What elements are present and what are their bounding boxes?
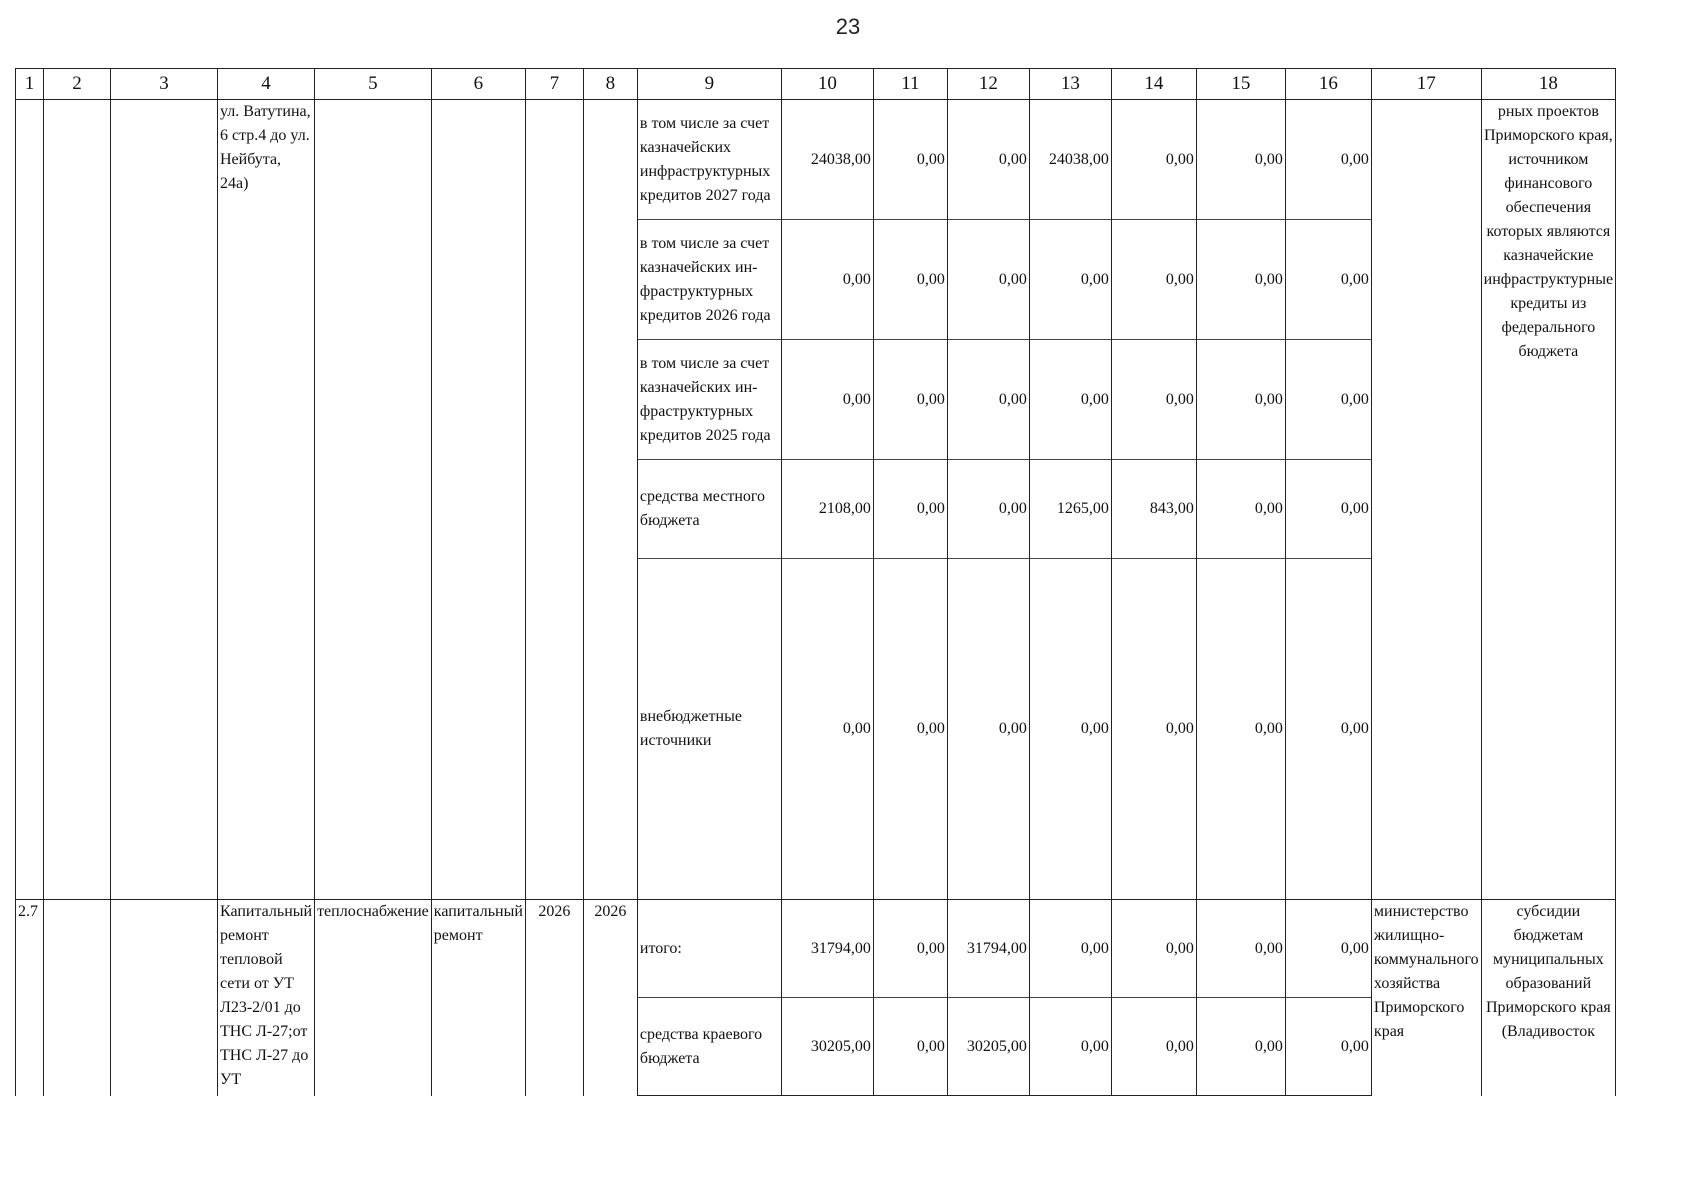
column-header: 9: [637, 69, 781, 100]
value-cell: 0,00: [947, 460, 1029, 559]
value-cell: 0,00: [1029, 998, 1111, 1096]
value-cell: 0,00: [1196, 220, 1285, 340]
object-name-cell: Капитальный ремонт тепловой сети от УТ Л23-2/01 до ТНС Л-27;от ТНС Л-27 до УТ: [218, 900, 315, 1096]
value-cell: 24038,00: [781, 100, 873, 220]
responsible-cell: [1371, 100, 1481, 900]
column-header: 16: [1285, 69, 1371, 100]
value-cell: 0,00: [1285, 998, 1371, 1096]
value-cell: 0,00: [873, 340, 947, 460]
value-cell: 30205,00: [781, 998, 873, 1096]
column-header: 6: [431, 69, 525, 100]
value-cell: 0,00: [947, 100, 1029, 220]
value-cell: 0,00: [1029, 340, 1111, 460]
activity-type-cell: теплоснабжение: [315, 900, 432, 1096]
value-cell: 0,00: [873, 998, 947, 1096]
page-number: 23: [835, 14, 861, 39]
column-header: 17: [1371, 69, 1481, 100]
cell-col8: [583, 100, 637, 900]
value-cell: 0,00: [1029, 220, 1111, 340]
value-cell: 0,00: [947, 340, 1029, 460]
value-cell: 0,00: [1196, 559, 1285, 900]
value-cell: 0,00: [1196, 998, 1285, 1096]
cell-col2: [44, 900, 111, 1096]
funding-source-label: в том числе за счет казначейских ин-фраструктурных кредитов 2026 года: [637, 220, 781, 340]
column-header: 11: [873, 69, 947, 100]
value-cell: 31794,00: [781, 900, 873, 998]
responsible-cell: министерство жилищно-коммунального хозяйства Приморского края: [1371, 900, 1481, 1096]
value-cell: 0,00: [1285, 100, 1371, 220]
column-header: 7: [525, 69, 583, 100]
column-header: 13: [1029, 69, 1111, 100]
start-year-cell: 2026: [525, 900, 583, 1096]
object-name-cell: ул. Ватутина, 6 стр.4 до ул. Нейбута, 24а): [218, 100, 315, 900]
column-header: 2: [44, 69, 111, 100]
value-cell: 0,00: [781, 220, 873, 340]
budget-table: [15, 68, 1616, 1096]
value-cell: 0,00: [1285, 460, 1371, 559]
cell-col3: [111, 100, 218, 900]
table-row: [16, 100, 1616, 220]
cell-col2: [44, 100, 111, 900]
value-cell: 2108,00: [781, 460, 873, 559]
funding-source-label: в том числе за счет казначейских ин-фраструктурных кредитов 2025 года: [637, 340, 781, 460]
value-cell: 0,00: [1111, 220, 1196, 340]
value-cell: 0,00: [873, 220, 947, 340]
value-cell: 0,00: [1111, 900, 1196, 998]
value-cell: 0,00: [1196, 460, 1285, 559]
value-cell: 0,00: [873, 900, 947, 998]
cell-col7: [525, 100, 583, 900]
column-header: 14: [1111, 69, 1196, 100]
value-cell: 31794,00: [947, 900, 1029, 998]
column-header: 5: [315, 69, 432, 100]
value-cell: 0,00: [1029, 559, 1111, 900]
value-cell: 0,00: [873, 100, 947, 220]
value-cell: 0,00: [1196, 340, 1285, 460]
funding-source-label: в том числе за счет казначейских инфраструктурных кредитов 2027 года: [637, 100, 781, 220]
value-cell: 0,00: [1111, 559, 1196, 900]
value-cell: 0,00: [1111, 340, 1196, 460]
column-header: 8: [583, 69, 637, 100]
value-cell: 843,00: [1111, 460, 1196, 559]
value-cell: 0,00: [1196, 900, 1285, 998]
value-cell: 0,00: [873, 559, 947, 900]
value-cell: 0,00: [947, 559, 1029, 900]
value-cell: 0,00: [1111, 100, 1196, 220]
funding-source-label: средства местного бюджета: [637, 460, 781, 559]
work-type-cell: капитальный ремонт: [431, 900, 525, 1096]
value-cell: 0,00: [1029, 900, 1111, 998]
cell-col3: [111, 900, 218, 1096]
funding-source-label: внебюджетные источники: [637, 559, 781, 900]
value-cell: 0,00: [781, 559, 873, 900]
table-row: [16, 900, 1616, 998]
column-header: 10: [781, 69, 873, 100]
end-year-cell: 2026: [583, 900, 637, 1096]
value-cell: 0,00: [1196, 100, 1285, 220]
column-header: 4: [218, 69, 315, 100]
value-cell: 0,00: [1285, 559, 1371, 900]
cell-col6: [431, 100, 525, 900]
value-cell: 0,00: [873, 460, 947, 559]
value-cell: 0,00: [947, 220, 1029, 340]
column-header: 18: [1481, 69, 1615, 100]
value-cell: 0,00: [1111, 998, 1196, 1096]
column-header: 1: [16, 69, 44, 100]
value-cell: 30205,00: [947, 998, 1029, 1096]
funding-source-label: итого:: [637, 900, 781, 998]
value-cell: 1265,00: [1029, 460, 1111, 559]
column-header: 12: [947, 69, 1029, 100]
value-cell: 0,00: [1285, 220, 1371, 340]
funding-source-label: средства краевого бюджета: [637, 998, 781, 1096]
value-cell: 24038,00: [1029, 100, 1111, 220]
column-header: 3: [111, 69, 218, 100]
cell-col1: [16, 100, 44, 900]
column-header: 15: [1196, 69, 1285, 100]
value-cell: 0,00: [1285, 900, 1371, 998]
header-row: [16, 69, 1616, 100]
value-cell: 0,00: [1285, 340, 1371, 460]
value-cell: 0,00: [781, 340, 873, 460]
cell-col5: [315, 100, 432, 900]
item-number-cell: 2.7: [16, 900, 44, 1096]
funding-type-cell: рных проектов Приморского края, источником финансового обеспечения которых являются казначейские инфраструктурные кредиты из федерального бюджета: [1481, 100, 1615, 900]
funding-type-cell: субсидии бюджетам муниципальных образований Приморского края (Владивосток: [1481, 900, 1615, 1096]
